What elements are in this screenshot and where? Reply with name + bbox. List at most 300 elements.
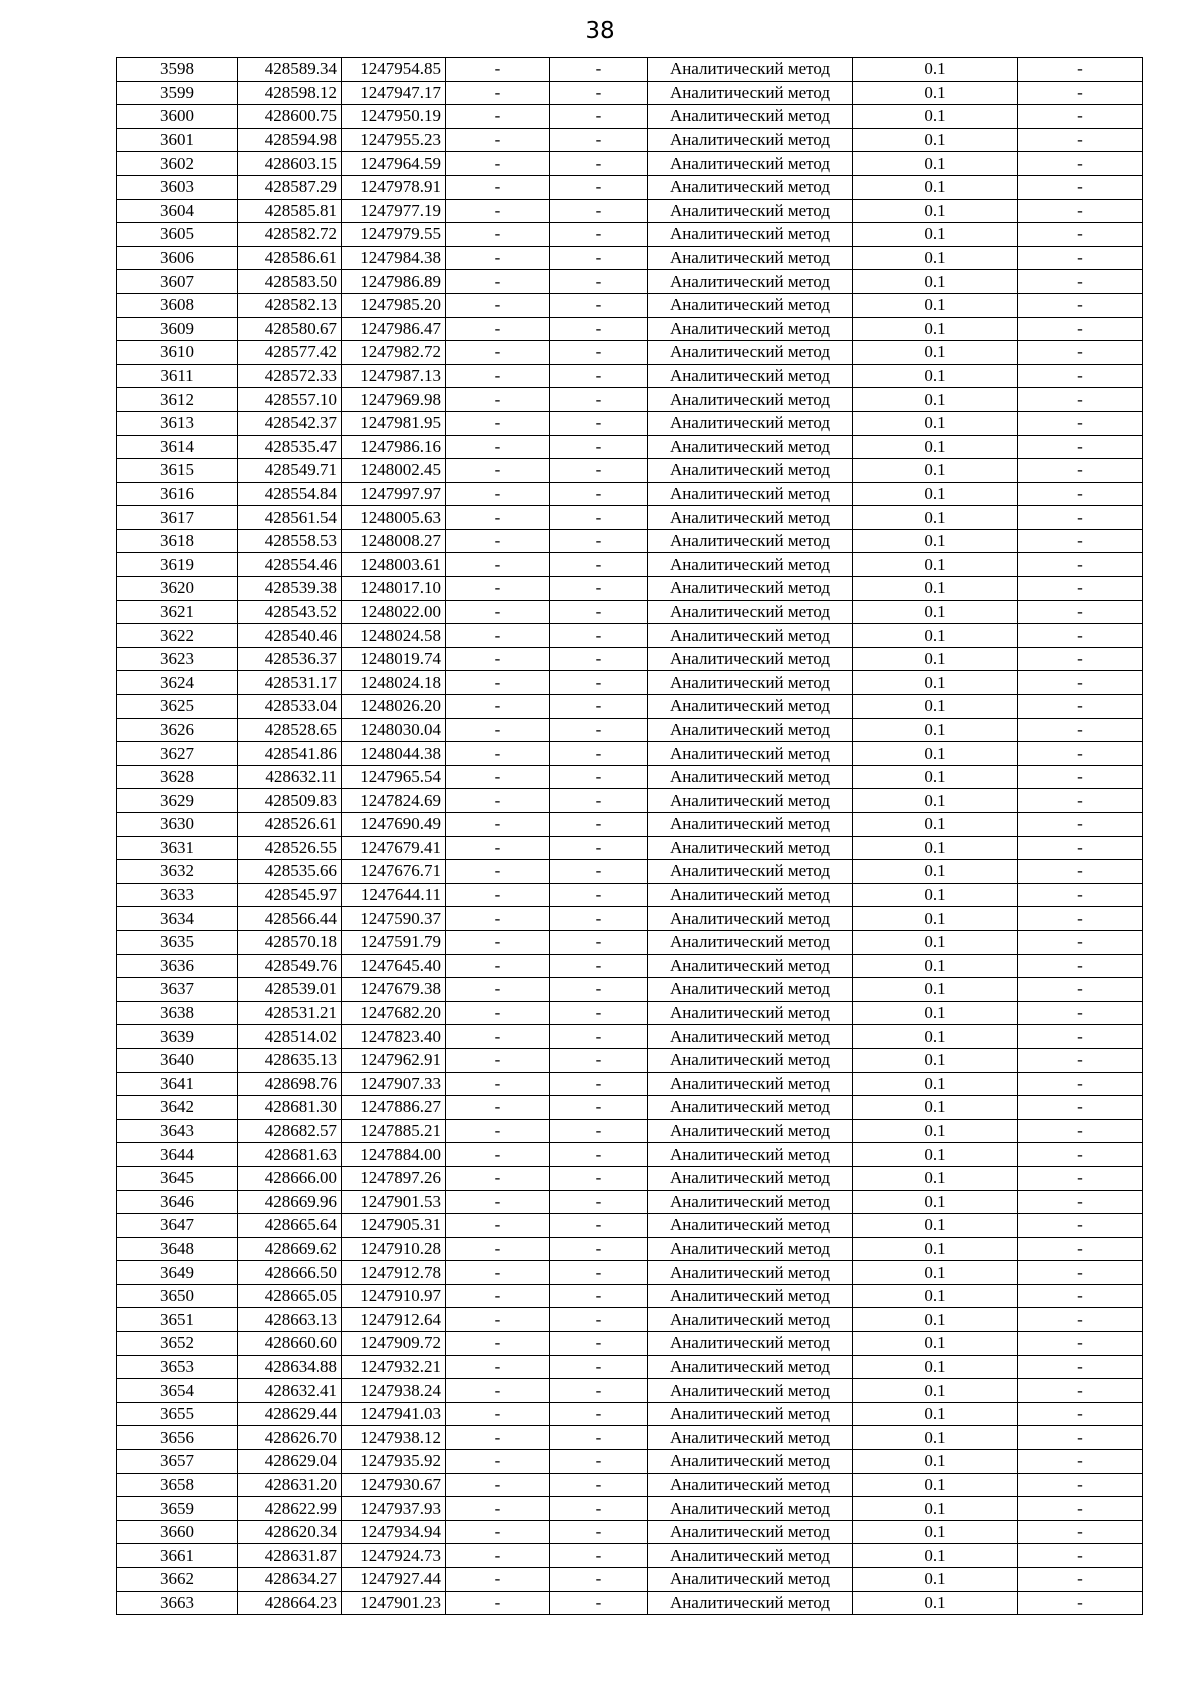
method-cell: Аналитический метод bbox=[648, 411, 853, 435]
table-row bbox=[117, 1332, 1143, 1356]
point-number-cell: 3610 bbox=[117, 341, 238, 365]
accuracy-cell: 0.1 bbox=[853, 624, 1018, 648]
empty-value-cell: - bbox=[1018, 577, 1143, 601]
x-coordinate-cell: 428632.41 bbox=[238, 1379, 342, 1403]
point-number-cell: 3633 bbox=[117, 883, 238, 907]
empty-value-cell: - bbox=[550, 1497, 648, 1521]
accuracy-cell: 0.1 bbox=[853, 1096, 1018, 1120]
accuracy-cell: 0.1 bbox=[853, 388, 1018, 412]
accuracy-cell: 0.1 bbox=[853, 883, 1018, 907]
table-row bbox=[117, 1544, 1143, 1568]
point-number-cell: 3598 bbox=[117, 58, 238, 82]
empty-value-cell: - bbox=[550, 482, 648, 506]
empty-value-cell: - bbox=[446, 1332, 550, 1356]
method-cell: Аналитический метод bbox=[648, 1544, 853, 1568]
empty-value-cell: - bbox=[446, 836, 550, 860]
empty-value-cell: - bbox=[550, 1426, 648, 1450]
table-row bbox=[117, 223, 1143, 247]
y-coordinate-cell: 1247912.78 bbox=[342, 1261, 446, 1285]
method-cell: Аналитический метод bbox=[648, 1025, 853, 1049]
accuracy-cell: 0.1 bbox=[853, 175, 1018, 199]
table-row bbox=[117, 388, 1143, 412]
method-cell: Аналитический метод bbox=[648, 152, 853, 176]
x-coordinate-cell: 428535.66 bbox=[238, 860, 342, 884]
empty-value-cell: - bbox=[550, 1119, 648, 1143]
x-coordinate-cell: 428570.18 bbox=[238, 930, 342, 954]
y-coordinate-cell: 1248024.58 bbox=[342, 624, 446, 648]
empty-value-cell: - bbox=[1018, 1166, 1143, 1190]
empty-value-cell: - bbox=[1018, 1025, 1143, 1049]
y-coordinate-cell: 1247823.40 bbox=[342, 1025, 446, 1049]
empty-value-cell: - bbox=[1018, 1473, 1143, 1497]
y-coordinate-cell: 1247985.20 bbox=[342, 293, 446, 317]
table-row bbox=[117, 1072, 1143, 1096]
accuracy-cell: 0.1 bbox=[853, 1450, 1018, 1474]
point-number-cell: 3615 bbox=[117, 459, 238, 483]
x-coordinate-cell: 428528.65 bbox=[238, 718, 342, 742]
table-row bbox=[117, 1520, 1143, 1544]
empty-value-cell: - bbox=[446, 1237, 550, 1261]
empty-value-cell: - bbox=[446, 1568, 550, 1592]
empty-value-cell: - bbox=[446, 317, 550, 341]
empty-value-cell: - bbox=[1018, 58, 1143, 82]
empty-value-cell: - bbox=[550, 341, 648, 365]
empty-value-cell: - bbox=[446, 58, 550, 82]
empty-value-cell: - bbox=[550, 246, 648, 270]
empty-value-cell: - bbox=[1018, 128, 1143, 152]
y-coordinate-cell: 1247901.53 bbox=[342, 1190, 446, 1214]
empty-value-cell: - bbox=[446, 954, 550, 978]
empty-value-cell: - bbox=[550, 1473, 648, 1497]
empty-value-cell: - bbox=[550, 1096, 648, 1120]
empty-value-cell: - bbox=[550, 175, 648, 199]
accuracy-cell: 0.1 bbox=[853, 577, 1018, 601]
method-cell: Аналитический метод bbox=[648, 1214, 853, 1238]
y-coordinate-cell: 1248030.04 bbox=[342, 718, 446, 742]
page-number: 38 bbox=[585, 18, 615, 44]
x-coordinate-cell: 428539.38 bbox=[238, 577, 342, 601]
empty-value-cell: - bbox=[446, 529, 550, 553]
empty-value-cell: - bbox=[446, 1520, 550, 1544]
y-coordinate-cell: 1247986.89 bbox=[342, 270, 446, 294]
empty-value-cell: - bbox=[550, 624, 648, 648]
empty-value-cell: - bbox=[446, 718, 550, 742]
point-number-cell: 3636 bbox=[117, 954, 238, 978]
method-cell: Аналитический метод bbox=[648, 1237, 853, 1261]
x-coordinate-cell: 428663.13 bbox=[238, 1308, 342, 1332]
y-coordinate-cell: 1247941.03 bbox=[342, 1402, 446, 1426]
accuracy-cell: 0.1 bbox=[853, 459, 1018, 483]
empty-value-cell: - bbox=[1018, 506, 1143, 530]
table-row bbox=[117, 813, 1143, 837]
x-coordinate-cell: 428682.57 bbox=[238, 1119, 342, 1143]
method-cell: Аналитический метод bbox=[648, 223, 853, 247]
empty-value-cell: - bbox=[446, 907, 550, 931]
x-coordinate-cell: 428543.52 bbox=[238, 600, 342, 624]
method-cell: Аналитический метод bbox=[648, 388, 853, 412]
empty-value-cell: - bbox=[550, 718, 648, 742]
empty-value-cell: - bbox=[1018, 364, 1143, 388]
accuracy-cell: 0.1 bbox=[853, 152, 1018, 176]
x-coordinate-cell: 428572.33 bbox=[238, 364, 342, 388]
y-coordinate-cell: 1247954.85 bbox=[342, 58, 446, 82]
empty-value-cell: - bbox=[550, 742, 648, 766]
table-row bbox=[117, 1214, 1143, 1238]
y-coordinate-cell: 1247885.21 bbox=[342, 1119, 446, 1143]
empty-value-cell: - bbox=[446, 1048, 550, 1072]
method-cell: Аналитический метод bbox=[648, 1379, 853, 1403]
empty-value-cell: - bbox=[1018, 813, 1143, 837]
point-number-cell: 3601 bbox=[117, 128, 238, 152]
empty-value-cell: - bbox=[550, 836, 648, 860]
x-coordinate-cell: 428620.34 bbox=[238, 1520, 342, 1544]
method-cell: Аналитический метод bbox=[648, 1497, 853, 1521]
x-coordinate-cell: 428526.55 bbox=[238, 836, 342, 860]
method-cell: Аналитический метод bbox=[648, 1143, 853, 1167]
point-number-cell: 3657 bbox=[117, 1450, 238, 1474]
table-row bbox=[117, 1355, 1143, 1379]
method-cell: Аналитический метод bbox=[648, 671, 853, 695]
empty-value-cell: - bbox=[446, 293, 550, 317]
accuracy-cell: 0.1 bbox=[853, 695, 1018, 719]
x-coordinate-cell: 428669.62 bbox=[238, 1237, 342, 1261]
empty-value-cell: - bbox=[550, 270, 648, 294]
y-coordinate-cell: 1247679.38 bbox=[342, 978, 446, 1002]
x-coordinate-cell: 428622.99 bbox=[238, 1497, 342, 1521]
x-coordinate-cell: 428598.12 bbox=[238, 81, 342, 105]
point-number-cell: 3632 bbox=[117, 860, 238, 884]
method-cell: Аналитический метод bbox=[648, 341, 853, 365]
empty-value-cell: - bbox=[1018, 742, 1143, 766]
point-number-cell: 3647 bbox=[117, 1214, 238, 1238]
x-coordinate-cell: 428582.72 bbox=[238, 223, 342, 247]
point-number-cell: 3652 bbox=[117, 1332, 238, 1356]
y-coordinate-cell: 1248024.18 bbox=[342, 671, 446, 695]
y-coordinate-cell: 1247962.91 bbox=[342, 1048, 446, 1072]
empty-value-cell: - bbox=[550, 435, 648, 459]
empty-value-cell: - bbox=[446, 1426, 550, 1450]
point-number-cell: 3619 bbox=[117, 553, 238, 577]
point-number-cell: 3650 bbox=[117, 1284, 238, 1308]
empty-value-cell: - bbox=[446, 577, 550, 601]
empty-value-cell: - bbox=[1018, 1119, 1143, 1143]
table-body bbox=[117, 58, 1143, 1615]
accuracy-cell: 0.1 bbox=[853, 482, 1018, 506]
method-cell: Аналитический метод bbox=[648, 1402, 853, 1426]
empty-value-cell: - bbox=[550, 978, 648, 1002]
empty-value-cell: - bbox=[1018, 1450, 1143, 1474]
accuracy-cell: 0.1 bbox=[853, 978, 1018, 1002]
empty-value-cell: - bbox=[550, 930, 648, 954]
x-coordinate-cell: 428557.10 bbox=[238, 388, 342, 412]
y-coordinate-cell: 1247910.28 bbox=[342, 1237, 446, 1261]
empty-value-cell: - bbox=[1018, 388, 1143, 412]
method-cell: Аналитический метод bbox=[648, 624, 853, 648]
point-number-cell: 3631 bbox=[117, 836, 238, 860]
point-number-cell: 3663 bbox=[117, 1591, 238, 1615]
empty-value-cell: - bbox=[550, 1591, 648, 1615]
y-coordinate-cell: 1247987.13 bbox=[342, 364, 446, 388]
empty-value-cell: - bbox=[1018, 1048, 1143, 1072]
empty-value-cell: - bbox=[550, 293, 648, 317]
method-cell: Аналитический метод bbox=[648, 364, 853, 388]
empty-value-cell: - bbox=[1018, 317, 1143, 341]
method-cell: Аналитический метод bbox=[648, 1190, 853, 1214]
y-coordinate-cell: 1247977.19 bbox=[342, 199, 446, 223]
point-number-cell: 3606 bbox=[117, 246, 238, 270]
point-number-cell: 3625 bbox=[117, 695, 238, 719]
x-coordinate-cell: 428539.01 bbox=[238, 978, 342, 1002]
empty-value-cell: - bbox=[446, 1402, 550, 1426]
x-coordinate-cell: 428545.97 bbox=[238, 883, 342, 907]
empty-value-cell: - bbox=[446, 128, 550, 152]
method-cell: Аналитический метод bbox=[648, 1072, 853, 1096]
method-cell: Аналитический метод bbox=[648, 836, 853, 860]
table-row bbox=[117, 81, 1143, 105]
point-number-cell: 3651 bbox=[117, 1308, 238, 1332]
method-cell: Аналитический метод bbox=[648, 317, 853, 341]
table-row bbox=[117, 364, 1143, 388]
x-coordinate-cell: 428629.44 bbox=[238, 1402, 342, 1426]
empty-value-cell: - bbox=[1018, 1143, 1143, 1167]
method-cell: Аналитический метод bbox=[648, 1473, 853, 1497]
y-coordinate-cell: 1247938.12 bbox=[342, 1426, 446, 1450]
accuracy-cell: 0.1 bbox=[853, 1261, 1018, 1285]
empty-value-cell: - bbox=[446, 1591, 550, 1615]
method-cell: Аналитический метод bbox=[648, 883, 853, 907]
table-row bbox=[117, 482, 1143, 506]
empty-value-cell: - bbox=[550, 600, 648, 624]
empty-value-cell: - bbox=[446, 270, 550, 294]
empty-value-cell: - bbox=[446, 1214, 550, 1238]
y-coordinate-cell: 1247886.27 bbox=[342, 1096, 446, 1120]
method-cell: Аналитический метод bbox=[648, 1426, 853, 1450]
accuracy-cell: 0.1 bbox=[853, 1520, 1018, 1544]
accuracy-cell: 0.1 bbox=[853, 1001, 1018, 1025]
y-coordinate-cell: 1247897.26 bbox=[342, 1166, 446, 1190]
accuracy-cell: 0.1 bbox=[853, 105, 1018, 129]
point-number-cell: 3608 bbox=[117, 293, 238, 317]
y-coordinate-cell: 1247910.97 bbox=[342, 1284, 446, 1308]
method-cell: Аналитический метод bbox=[648, 128, 853, 152]
y-coordinate-cell: 1247590.37 bbox=[342, 907, 446, 931]
x-coordinate-cell: 428660.60 bbox=[238, 1332, 342, 1356]
x-coordinate-cell: 428594.98 bbox=[238, 128, 342, 152]
empty-value-cell: - bbox=[1018, 246, 1143, 270]
point-number-cell: 3641 bbox=[117, 1072, 238, 1096]
accuracy-cell: 0.1 bbox=[853, 1568, 1018, 1592]
empty-value-cell: - bbox=[446, 813, 550, 837]
empty-value-cell: - bbox=[550, 1355, 648, 1379]
empty-value-cell: - bbox=[446, 1355, 550, 1379]
empty-value-cell: - bbox=[550, 388, 648, 412]
empty-value-cell: - bbox=[1018, 600, 1143, 624]
y-coordinate-cell: 1248003.61 bbox=[342, 553, 446, 577]
empty-value-cell: - bbox=[1018, 1190, 1143, 1214]
table-row bbox=[117, 1379, 1143, 1403]
empty-value-cell: - bbox=[550, 411, 648, 435]
accuracy-cell: 0.1 bbox=[853, 435, 1018, 459]
method-cell: Аналитический метод bbox=[648, 199, 853, 223]
accuracy-cell: 0.1 bbox=[853, 836, 1018, 860]
method-cell: Аналитический метод bbox=[648, 1450, 853, 1474]
empty-value-cell: - bbox=[550, 671, 648, 695]
empty-value-cell: - bbox=[550, 553, 648, 577]
empty-value-cell: - bbox=[446, 789, 550, 813]
accuracy-cell: 0.1 bbox=[853, 1284, 1018, 1308]
accuracy-cell: 0.1 bbox=[853, 58, 1018, 82]
point-number-cell: 3655 bbox=[117, 1402, 238, 1426]
accuracy-cell: 0.1 bbox=[853, 81, 1018, 105]
table-row bbox=[117, 577, 1143, 601]
point-number-cell: 3654 bbox=[117, 1379, 238, 1403]
x-coordinate-cell: 428664.23 bbox=[238, 1591, 342, 1615]
x-coordinate-cell: 428531.21 bbox=[238, 1001, 342, 1025]
x-coordinate-cell: 428629.04 bbox=[238, 1450, 342, 1474]
x-coordinate-cell: 428558.53 bbox=[238, 529, 342, 553]
point-number-cell: 3640 bbox=[117, 1048, 238, 1072]
method-cell: Аналитический метод bbox=[648, 907, 853, 931]
method-cell: Аналитический метод bbox=[648, 293, 853, 317]
method-cell: Аналитический метод bbox=[648, 813, 853, 837]
x-coordinate-cell: 428669.96 bbox=[238, 1190, 342, 1214]
y-coordinate-cell: 1247884.00 bbox=[342, 1143, 446, 1167]
accuracy-cell: 0.1 bbox=[853, 1237, 1018, 1261]
x-coordinate-cell: 428665.64 bbox=[238, 1214, 342, 1238]
empty-value-cell: - bbox=[550, 789, 648, 813]
table-row bbox=[117, 1166, 1143, 1190]
accuracy-cell: 0.1 bbox=[853, 1402, 1018, 1426]
empty-value-cell: - bbox=[550, 1308, 648, 1332]
empty-value-cell: - bbox=[1018, 529, 1143, 553]
method-cell: Аналитический метод bbox=[648, 1355, 853, 1379]
point-number-cell: 3639 bbox=[117, 1025, 238, 1049]
accuracy-cell: 0.1 bbox=[853, 742, 1018, 766]
y-coordinate-cell: 1247901.23 bbox=[342, 1591, 446, 1615]
empty-value-cell: - bbox=[446, 1096, 550, 1120]
empty-value-cell: - bbox=[446, 1379, 550, 1403]
accuracy-cell: 0.1 bbox=[853, 246, 1018, 270]
accuracy-cell: 0.1 bbox=[853, 1497, 1018, 1521]
x-coordinate-cell: 428561.54 bbox=[238, 506, 342, 530]
accuracy-cell: 0.1 bbox=[853, 1379, 1018, 1403]
table-row bbox=[117, 459, 1143, 483]
x-coordinate-cell: 428585.81 bbox=[238, 199, 342, 223]
point-number-cell: 3628 bbox=[117, 765, 238, 789]
empty-value-cell: - bbox=[446, 1190, 550, 1214]
x-coordinate-cell: 428536.37 bbox=[238, 647, 342, 671]
empty-value-cell: - bbox=[550, 459, 648, 483]
table-row bbox=[117, 1119, 1143, 1143]
y-coordinate-cell: 1247930.67 bbox=[342, 1473, 446, 1497]
x-coordinate-cell: 428583.50 bbox=[238, 270, 342, 294]
table-row bbox=[117, 199, 1143, 223]
empty-value-cell: - bbox=[550, 199, 648, 223]
method-cell: Аналитический метод bbox=[648, 1119, 853, 1143]
accuracy-cell: 0.1 bbox=[853, 341, 1018, 365]
x-coordinate-cell: 428566.44 bbox=[238, 907, 342, 931]
point-number-cell: 3599 bbox=[117, 81, 238, 105]
method-cell: Аналитический метод bbox=[648, 930, 853, 954]
method-cell: Аналитический метод bbox=[648, 1520, 853, 1544]
empty-value-cell: - bbox=[1018, 1284, 1143, 1308]
point-number-cell: 3662 bbox=[117, 1568, 238, 1592]
x-coordinate-cell: 428549.71 bbox=[238, 459, 342, 483]
empty-value-cell: - bbox=[550, 1332, 648, 1356]
empty-value-cell: - bbox=[446, 199, 550, 223]
table-row bbox=[117, 647, 1143, 671]
empty-value-cell: - bbox=[446, 459, 550, 483]
empty-value-cell: - bbox=[446, 1473, 550, 1497]
empty-value-cell: - bbox=[446, 246, 550, 270]
empty-value-cell: - bbox=[1018, 223, 1143, 247]
x-coordinate-cell: 428549.76 bbox=[238, 954, 342, 978]
empty-value-cell: - bbox=[1018, 1214, 1143, 1238]
table-row bbox=[117, 1261, 1143, 1285]
y-coordinate-cell: 1247909.72 bbox=[342, 1332, 446, 1356]
method-cell: Аналитический метод bbox=[648, 1166, 853, 1190]
y-coordinate-cell: 1247927.44 bbox=[342, 1568, 446, 1592]
table-row bbox=[117, 246, 1143, 270]
empty-value-cell: - bbox=[446, 1261, 550, 1285]
empty-value-cell: - bbox=[1018, 435, 1143, 459]
point-number-cell: 3604 bbox=[117, 199, 238, 223]
table-row bbox=[117, 1001, 1143, 1025]
x-coordinate-cell: 428666.00 bbox=[238, 1166, 342, 1190]
empty-value-cell: - bbox=[446, 341, 550, 365]
empty-value-cell: - bbox=[1018, 459, 1143, 483]
empty-value-cell: - bbox=[446, 860, 550, 884]
empty-value-cell: - bbox=[1018, 152, 1143, 176]
empty-value-cell: - bbox=[1018, 1591, 1143, 1615]
empty-value-cell: - bbox=[1018, 1332, 1143, 1356]
table-row bbox=[117, 978, 1143, 1002]
empty-value-cell: - bbox=[1018, 883, 1143, 907]
empty-value-cell: - bbox=[1018, 1426, 1143, 1450]
accuracy-cell: 0.1 bbox=[853, 718, 1018, 742]
method-cell: Аналитический метод bbox=[648, 600, 853, 624]
x-coordinate-cell: 428580.67 bbox=[238, 317, 342, 341]
empty-value-cell: - bbox=[1018, 954, 1143, 978]
empty-value-cell: - bbox=[446, 1119, 550, 1143]
x-coordinate-cell: 428603.15 bbox=[238, 152, 342, 176]
y-coordinate-cell: 1248026.20 bbox=[342, 695, 446, 719]
empty-value-cell: - bbox=[1018, 718, 1143, 742]
empty-value-cell: - bbox=[446, 81, 550, 105]
x-coordinate-cell: 428600.75 bbox=[238, 105, 342, 129]
method-cell: Аналитический метод bbox=[648, 1284, 853, 1308]
empty-value-cell: - bbox=[1018, 553, 1143, 577]
empty-value-cell: - bbox=[1018, 1568, 1143, 1592]
table-row bbox=[117, 1237, 1143, 1261]
accuracy-cell: 0.1 bbox=[853, 223, 1018, 247]
empty-value-cell: - bbox=[446, 223, 550, 247]
empty-value-cell: - bbox=[550, 152, 648, 176]
y-coordinate-cell: 1247997.97 bbox=[342, 482, 446, 506]
empty-value-cell: - bbox=[550, 1284, 648, 1308]
y-coordinate-cell: 1247938.24 bbox=[342, 1379, 446, 1403]
point-number-cell: 3624 bbox=[117, 671, 238, 695]
accuracy-cell: 0.1 bbox=[853, 1143, 1018, 1167]
method-cell: Аналитический метод bbox=[648, 246, 853, 270]
point-number-cell: 3617 bbox=[117, 506, 238, 530]
empty-value-cell: - bbox=[550, 1025, 648, 1049]
table-row bbox=[117, 341, 1143, 365]
x-coordinate-cell: 428635.13 bbox=[238, 1048, 342, 1072]
point-number-cell: 3656 bbox=[117, 1426, 238, 1450]
table-row bbox=[117, 718, 1143, 742]
empty-value-cell: - bbox=[550, 577, 648, 601]
